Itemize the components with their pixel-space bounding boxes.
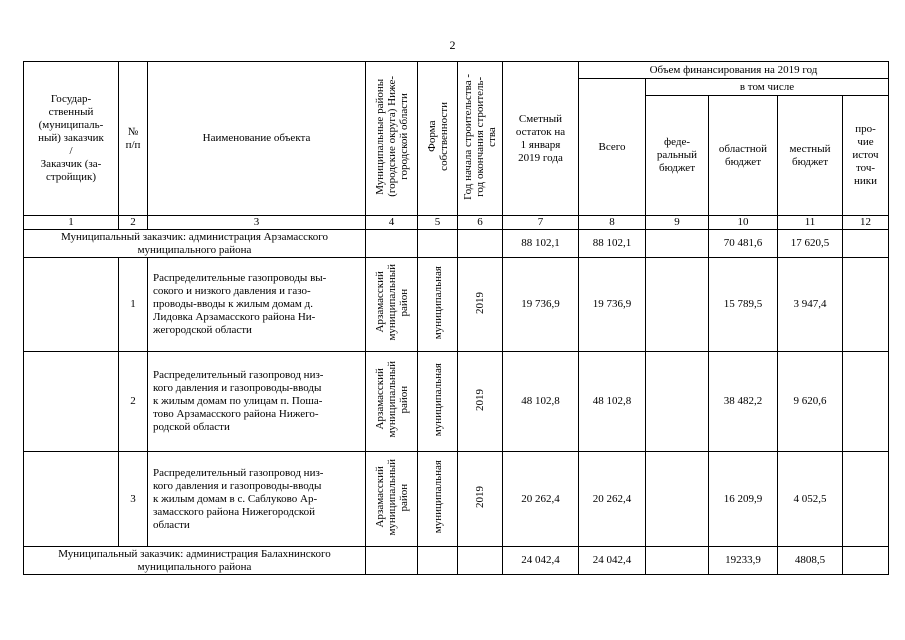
- row-object-name: Распределительные газопроводы вы- сокого и низкого давления и газо- проводы-вводы к жилым домам д. Лидовка Арзамасского района Ни- жегородской области: [148, 258, 366, 352]
- row-year-text: 2019: [474, 291, 486, 314]
- group-cell-district: [366, 230, 418, 258]
- group-balance: 88 102,1: [503, 230, 579, 258]
- row-local: 4 052,5: [778, 452, 843, 547]
- row-local: 3 947,4: [778, 258, 843, 352]
- row-district: [366, 352, 418, 452]
- col-num-11: 11: [778, 216, 843, 230]
- group-customer-label: Муниципальный заказчик: администрация Арзамасского муниципального района: [24, 230, 366, 258]
- row-local: 9 620,6: [778, 352, 843, 452]
- group-cell-ownership: [418, 547, 458, 575]
- header-no: № п/п: [119, 62, 148, 216]
- row-district-text: Арзамасский муниципальный район: [373, 264, 410, 341]
- row-no: 3: [119, 452, 148, 547]
- col-num-3: 3: [148, 216, 366, 230]
- financing-table: [23, 61, 889, 575]
- header-balance: Сметный остаток на 1 января 2019 года: [503, 62, 579, 216]
- row-district-text: Арзамасский муниципальный район: [373, 361, 410, 438]
- group-federal: [646, 230, 709, 258]
- col-num-4: 4: [366, 216, 418, 230]
- row-regional: 16 209,9: [709, 452, 778, 547]
- col-num-6: 6: [458, 216, 503, 230]
- row-district-text: Арзамасский муниципальный район: [373, 458, 410, 536]
- row-ownership: [418, 352, 458, 452]
- group-local: 17 620,5: [778, 230, 843, 258]
- row-district: [366, 452, 418, 547]
- header-districts: [366, 62, 418, 216]
- row-federal: [646, 452, 709, 547]
- col-num-1: 1: [24, 216, 119, 230]
- row-year-text: 2019: [474, 486, 486, 508]
- group-regional: 70 481,6: [709, 230, 778, 258]
- row-regional: 15 789,5: [709, 258, 778, 352]
- group-total: 88 102,1: [579, 230, 646, 258]
- group-regional: 19233,9: [709, 547, 778, 575]
- row-district: [366, 258, 418, 352]
- group-cell-district: [366, 547, 418, 575]
- header-total: Всего: [579, 79, 646, 216]
- header-financing: Объем финансирования на 2019 год: [579, 62, 889, 79]
- group-total: 24 042,4: [579, 547, 646, 575]
- row-balance: 48 102,8: [503, 352, 579, 452]
- header-federal: феде- ральный бюджет: [646, 96, 709, 216]
- group-row: [24, 547, 889, 575]
- row-federal: [646, 258, 709, 352]
- col-num-9: 9: [646, 216, 709, 230]
- row-total: 20 262,4: [579, 452, 646, 547]
- col-num-2: 2: [119, 216, 148, 230]
- col-num-8: 8: [579, 216, 646, 230]
- group-row: [24, 230, 889, 258]
- group-cell-year: [458, 230, 503, 258]
- group-cell-year: [458, 547, 503, 575]
- header-other: про- чие источ точ- ники: [843, 96, 889, 216]
- header-districts-text: Муниципальные районы (городские округа) Ниже- городской области: [373, 76, 410, 197]
- header-including: в том числе: [646, 79, 889, 96]
- row-customer: [24, 258, 119, 352]
- row-ownership: [418, 258, 458, 352]
- row-no: 2: [119, 352, 148, 452]
- group-other: [843, 230, 889, 258]
- header-regional: областной бюджет: [709, 96, 778, 216]
- column-number-row: [24, 216, 889, 230]
- row-customer: [24, 452, 119, 547]
- row-ownership-text: муниципальная: [431, 460, 444, 534]
- table-row: [24, 258, 889, 352]
- header-customer: Государ- ственный (муниципаль- ный) заказчик / Заказчик (за- стройщик): [24, 62, 119, 216]
- row-year-text: 2019: [474, 388, 486, 411]
- group-other: [843, 547, 889, 575]
- row-year: [458, 352, 503, 452]
- group-balance: 24 042,4: [503, 547, 579, 575]
- header-row-1: [24, 62, 889, 79]
- row-other: [843, 258, 889, 352]
- header-ownership: [418, 62, 458, 216]
- table-row: [24, 452, 889, 547]
- header-object-name: Наименование объекта: [148, 62, 366, 216]
- row-ownership-text: муниципальная: [431, 265, 444, 340]
- header-ownership-text: Форма собственности: [425, 102, 450, 171]
- group-customer-label: Муниципальный заказчик: администрация Балахнинского муниципального района: [24, 547, 366, 575]
- row-other: [843, 352, 889, 452]
- row-year: [458, 452, 503, 547]
- row-year: [458, 258, 503, 352]
- col-num-12: 12: [843, 216, 889, 230]
- row-total: 19 736,9: [579, 258, 646, 352]
- row-object-name: Распределительный газопровод низ- кого давления и газопроводы-вводы к жилым домам по улицам п. Поша- тово Арзамасского района Нижего- родской области: [148, 352, 366, 452]
- row-balance: 20 262,4: [503, 452, 579, 547]
- row-no: 1: [119, 258, 148, 352]
- row-other: [843, 452, 889, 547]
- col-num-7: 7: [503, 216, 579, 230]
- row-federal: [646, 352, 709, 452]
- table-row: [24, 352, 889, 452]
- group-local: 4808,5: [778, 547, 843, 575]
- row-ownership: [418, 452, 458, 547]
- header-local: местный бюджет: [778, 96, 843, 216]
- header-years-text: Год начала строительства - год окончания строитель- ства: [462, 73, 498, 200]
- row-customer: [24, 352, 119, 452]
- group-federal: [646, 547, 709, 575]
- col-num-5: 5: [418, 216, 458, 230]
- col-num-10: 10: [709, 216, 778, 230]
- row-regional: 38 482,2: [709, 352, 778, 452]
- row-total: 48 102,8: [579, 352, 646, 452]
- row-balance: 19 736,9: [503, 258, 579, 352]
- row-object-name: Распределительный газопровод низ- кого давления и газопроводы-вводы к жилым домам в с. Саблуково Ар- замасского района Нижегородской области: [148, 452, 366, 547]
- page-number: 2: [449, 38, 456, 52]
- row-ownership-text: муниципальная: [431, 362, 444, 437]
- group-cell-ownership: [418, 230, 458, 258]
- header-years: [458, 62, 503, 216]
